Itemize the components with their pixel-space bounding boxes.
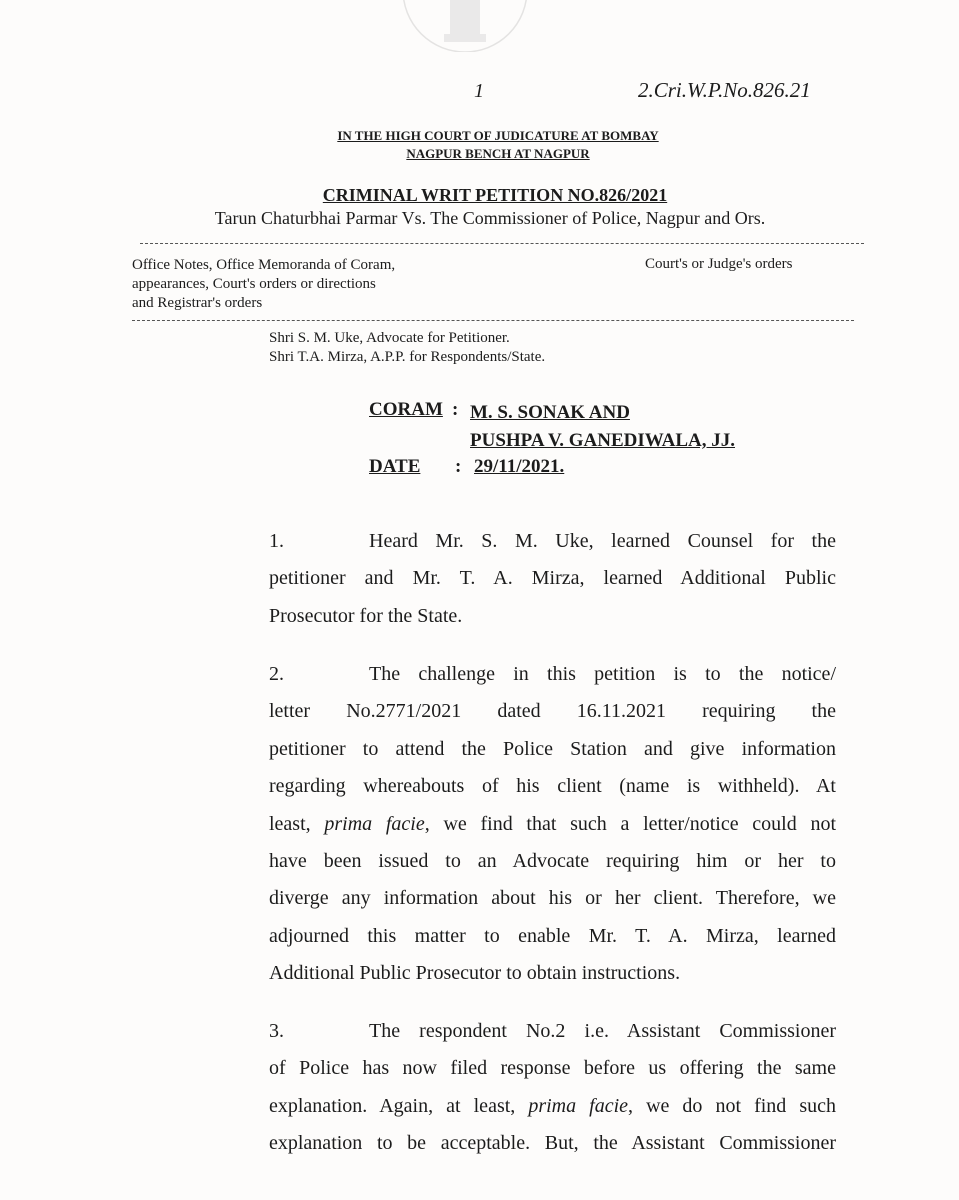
paragraph-line: adjourned this matter to enable Mr. T. A. Mirza, learned [269, 924, 836, 947]
court-name: IN THE HIGH COURT OF JUDICATURE AT BOMBAY [337, 128, 659, 143]
divider-bottom [132, 320, 854, 321]
line-text: , we find that such a letter/notice could not [424, 812, 837, 835]
paragraph-number: 1. [269, 530, 284, 552]
paragraph-line: Heard Mr. S. M. Uke, learned Counsel for the [369, 530, 836, 552]
paragraph-number: 2. [269, 663, 284, 685]
paragraph-line: have been issued to an Advocate requiring him or her to [269, 850, 836, 873]
court-bench: NAGPUR BENCH AT NAGPUR [406, 146, 590, 161]
paragraph-line: diverge any information about his or her client. Therefore, we [269, 887, 836, 910]
line-text: least, [269, 812, 325, 835]
office-notes-line: and Registrar's orders [132, 295, 263, 311]
office-notes-line: appearances, Court's orders or directions [132, 276, 376, 292]
paragraph-line: Additional Public Prosecutor to obtain instructions. [269, 962, 681, 985]
office-notes-column-header [132, 256, 395, 313]
paragraph-3 [269, 1013, 836, 1163]
coram-judge: M. S. SONAK AND [470, 402, 630, 423]
paragraph-line: The respondent No.2 i.e. Assistant Commissioner [369, 1020, 836, 1042]
petition-number: CRIMINAL WRIT PETITION NO.826/2021 [322, 185, 668, 205]
petition-parties: Tarun Chaturbhai Parmar Vs. The Commissioner of Police, Nagpur and Ors. [214, 208, 766, 228]
paragraph-line: Prosecutor for the State. [269, 604, 463, 627]
paragraph-line: letter No.2771/2021 dated 16.11.2021 requiring the [269, 700, 836, 723]
line-text: explanation. Again, at least, [269, 1094, 529, 1117]
office-notes-line: Office Notes, Office Memoranda of Coram, [132, 257, 396, 273]
paragraph-line [269, 1088, 836, 1125]
court-emblem-watermark [380, 0, 550, 52]
paragraph-line: petitioner and Mr. T. A. Mirza, learned Additional Public [269, 567, 836, 590]
paragraph-number: 3. [269, 1020, 284, 1042]
italic-phrase: prima facie [528, 1094, 629, 1117]
coram-judge: PUSHPA V. GANEDIWALA, JJ. [470, 430, 735, 451]
paragraph-line: regarding whereabouts of his client (name is withheld). At [269, 775, 836, 798]
coram-label: CORAM [369, 399, 443, 420]
paragraph-line: The challenge in this petition is to the notice/ [369, 663, 836, 685]
appearance-petitioner: Shri S. M. Uke, Advocate for Petitioner. [269, 330, 510, 346]
appearance-respondent: Shri T.A. Mirza, A.P.P. for Respondents/State. [269, 349, 546, 365]
case-reference: 2.Cri.W.P.No.826.21 [638, 78, 811, 102]
line-text: , we do not find such [628, 1094, 836, 1117]
paragraph-line: petitioner to attend the Police Station and give information [269, 737, 836, 760]
divider-top [140, 243, 864, 244]
coram-colon: : [452, 399, 459, 420]
order-date: 29/11/2021. [474, 456, 565, 477]
italic-phrase: prima facie [324, 812, 425, 835]
paragraph-line: explanation to be acceptable. But, the Assistant Commissioner [269, 1132, 836, 1155]
paragraph-1 [269, 523, 836, 635]
appearances [269, 329, 545, 367]
paragraph-line: of Police has now filed response before us offering the same [269, 1057, 836, 1080]
coram-judges [470, 399, 735, 455]
judges-orders-column-header: Court's or Judge's orders [645, 256, 793, 272]
paragraph-line [269, 806, 836, 843]
paragraph-2 [269, 656, 836, 993]
date-colon: : [455, 456, 462, 477]
page-number: 1 [474, 80, 484, 102]
date-label: DATE [369, 456, 421, 477]
